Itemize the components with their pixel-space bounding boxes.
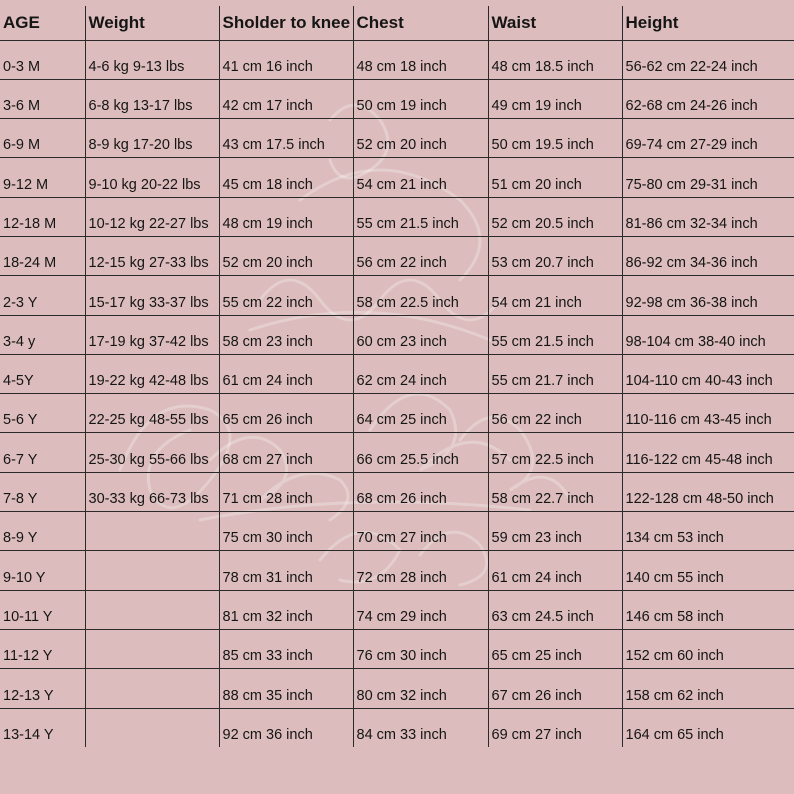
cell-shoulder-to-knee: 43 cm 17.5 inch [219, 119, 353, 158]
cell-chest: 84 cm 33 inch [353, 708, 488, 747]
cell-age: 4-5Y [0, 354, 85, 393]
cell-weight [85, 590, 219, 629]
table-row [0, 40, 794, 79]
cell-waist: 61 cm 24 inch [488, 551, 622, 590]
cell-height: 140 cm 55 inch [622, 551, 794, 590]
cell-waist: 57 cm 22.5 inch [488, 433, 622, 472]
column-header-weight: Weight [85, 6, 219, 40]
cell-age: 11-12 Y [0, 629, 85, 668]
table-row [0, 276, 794, 315]
cell-weight: 25-30 kg 55-66 lbs [85, 433, 219, 472]
cell-weight: 6-8 kg 13-17 lbs [85, 79, 219, 118]
cell-weight: 10-12 kg 22-27 lbs [85, 197, 219, 236]
table-row [0, 354, 794, 393]
cell-age: 6-7 Y [0, 433, 85, 472]
column-header-age: AGE [0, 6, 85, 40]
table-row [0, 472, 794, 511]
cell-height: 69-74 cm 27-29 inch [622, 119, 794, 158]
cell-shoulder-to-knee: 75 cm 30 inch [219, 512, 353, 551]
cell-waist: 54 cm 21 inch [488, 276, 622, 315]
cell-waist: 53 cm 20.7 inch [488, 236, 622, 275]
cell-chest: 76 cm 30 inch [353, 629, 488, 668]
table-row [0, 512, 794, 551]
column-header-chest: Chest [353, 6, 488, 40]
cell-height: 158 cm 62 inch [622, 669, 794, 708]
cell-age: 6-9 M [0, 119, 85, 158]
table-row [0, 551, 794, 590]
cell-shoulder-to-knee: 55 cm 22 inch [219, 276, 353, 315]
table-row [0, 394, 794, 433]
cell-waist: 55 cm 21.5 inch [488, 315, 622, 354]
cell-weight: 8-9 kg 17-20 lbs [85, 119, 219, 158]
cell-height: 56-62 cm 22-24 inch [622, 40, 794, 79]
cell-age: 9-12 M [0, 158, 85, 197]
table-row [0, 669, 794, 708]
cell-shoulder-to-knee: 81 cm 32 inch [219, 590, 353, 629]
cell-age: 10-11 Y [0, 590, 85, 629]
table-row [0, 433, 794, 472]
cell-shoulder-to-knee: 41 cm 16 inch [219, 40, 353, 79]
header-row [0, 6, 794, 40]
cell-weight [85, 708, 219, 747]
cell-weight [85, 512, 219, 551]
cell-chest: 60 cm 23 inch [353, 315, 488, 354]
cell-height: 98-104 cm 38-40 inch [622, 315, 794, 354]
cell-weight: 17-19 kg 37-42 lbs [85, 315, 219, 354]
cell-height: 75-80 cm 29-31 inch [622, 158, 794, 197]
table-row [0, 590, 794, 629]
cell-height: 62-68 cm 24-26 inch [622, 79, 794, 118]
cell-shoulder-to-knee: 78 cm 31 inch [219, 551, 353, 590]
cell-waist: 50 cm 19.5 inch [488, 119, 622, 158]
cell-waist: 58 cm 22.7 inch [488, 472, 622, 511]
cell-chest: 80 cm 32 inch [353, 669, 488, 708]
table-row [0, 315, 794, 354]
table-row [0, 79, 794, 118]
cell-shoulder-to-knee: 65 cm 26 inch [219, 394, 353, 433]
cell-weight: 4-6 kg 9-13 lbs [85, 40, 219, 79]
cell-weight [85, 629, 219, 668]
cell-height: 122-128 cm 48-50 inch [622, 472, 794, 511]
column-header-height: Height [622, 6, 794, 40]
cell-age: 12-13 Y [0, 669, 85, 708]
cell-age: 3-6 M [0, 79, 85, 118]
cell-age: 13-14 Y [3, 727, 54, 744]
cell-height: 164 cm 65 inch [622, 708, 794, 747]
cell-waist: 56 cm 22 inch [488, 394, 622, 433]
cell-weight: 15-17 kg 33-37 lbs [85, 276, 219, 315]
cell-age: 18-24 M [0, 236, 85, 275]
cell-shoulder-to-knee: 85 cm 33 inch [219, 629, 353, 668]
size-chart-table [0, 6, 794, 747]
cell-chest: 72 cm 28 inch [353, 551, 488, 590]
column-header-waist: Waist [488, 6, 622, 40]
cell-chest: 68 cm 26 inch [353, 472, 488, 511]
cell-age: 0-3 M [0, 40, 85, 79]
cell-weight [85, 669, 219, 708]
cell-waist: 51 cm 20 inch [488, 158, 622, 197]
cell-chest: 64 cm 25 inch [353, 394, 488, 433]
cell-shoulder-to-knee: 68 cm 27 inch [219, 433, 353, 472]
cell-weight [85, 551, 219, 590]
cell-waist: 69 cm 27 inch [488, 708, 622, 747]
cell-height: 81-86 cm 32-34 inch [622, 197, 794, 236]
cell-waist: 65 cm 25 inch [488, 629, 622, 668]
cell-shoulder-to-knee: 42 cm 17 inch [219, 79, 353, 118]
cell-age: 8-9 Y [0, 512, 85, 551]
cell-waist: 59 cm 23 inch [488, 512, 622, 551]
table-row [0, 158, 794, 197]
cell-height: 86-92 cm 34-36 inch [622, 236, 794, 275]
table-row [0, 708, 794, 747]
cell-waist: 52 cm 20.5 inch [488, 197, 622, 236]
cell-waist: 55 cm 21.7 inch [488, 354, 622, 393]
cell-age: 12-18 M [0, 197, 85, 236]
cell-height: 104-110 cm 40-43 inch [622, 354, 794, 393]
cell-chest: 62 cm 24 inch [353, 354, 488, 393]
cell-weight: 9-10 kg 20-22 lbs [85, 158, 219, 197]
table-row [0, 629, 794, 668]
cell-age: 5-6 Y [0, 394, 85, 433]
cell-chest: 74 cm 29 inch [353, 590, 488, 629]
cell-weight: 12-15 kg 27-33 lbs [85, 236, 219, 275]
cell-waist: 49 cm 19 inch [488, 79, 622, 118]
cell-shoulder-to-knee: 58 cm 23 inch [219, 315, 353, 354]
cell-waist: 48 cm 18.5 inch [488, 40, 622, 79]
cell-chest: 66 cm 25.5 inch [353, 433, 488, 472]
cell-shoulder-to-knee: 45 cm 18 inch [219, 158, 353, 197]
table-row [0, 236, 794, 275]
cell-shoulder-to-knee: 92 cm 36 inch [219, 708, 353, 747]
cell-chest: 52 cm 20 inch [353, 119, 488, 158]
cell-weight: 22-25 kg 48-55 lbs [85, 394, 219, 433]
cell-waist: 67 cm 26 inch [488, 669, 622, 708]
cell-chest: 58 cm 22.5 inch [353, 276, 488, 315]
cell-age: 3-4 y [0, 315, 85, 354]
cell-age: 7-8 Y [0, 472, 85, 511]
cell-chest: 56 cm 22 inch [353, 236, 488, 275]
cell-chest: 48 cm 18 inch [353, 40, 488, 79]
cell-height: 110-116 cm 43-45 inch [622, 394, 794, 433]
column-header-shoulder-to-knee: Sholder to knee [219, 6, 353, 40]
cell-chest: 50 cm 19 inch [353, 79, 488, 118]
cell-age: 2-3 Y [0, 276, 85, 315]
cell-height: 146 cm 58 inch [622, 590, 794, 629]
cell-height: 92-98 cm 36-38 inch [622, 276, 794, 315]
cell-chest: 54 cm 21 inch [353, 158, 488, 197]
cell-height: 152 cm 60 inch [622, 629, 794, 668]
cell-height: 116-122 cm 45-48 inch [622, 433, 794, 472]
cell-shoulder-to-knee: 48 cm 19 inch [219, 197, 353, 236]
cell-shoulder-to-knee: 52 cm 20 inch [219, 236, 353, 275]
cell-shoulder-to-knee: 61 cm 24 inch [219, 354, 353, 393]
cell-age: 9-10 Y [0, 551, 85, 590]
cell-shoulder-to-knee: 88 cm 35 inch [219, 669, 353, 708]
cell-weight: 30-33 kg 66-73 lbs [85, 472, 219, 511]
cell-shoulder-to-knee: 71 cm 28 inch [219, 472, 353, 511]
cell-height: 134 cm 53 inch [622, 512, 794, 551]
cell-waist: 63 cm 24.5 inch [488, 590, 622, 629]
cell-chest: 55 cm 21.5 inch [353, 197, 488, 236]
cell-chest: 70 cm 27 inch [353, 512, 488, 551]
cell-weight: 19-22 kg 42-48 lbs [85, 354, 219, 393]
table-row [0, 119, 794, 158]
table-row [0, 197, 794, 236]
